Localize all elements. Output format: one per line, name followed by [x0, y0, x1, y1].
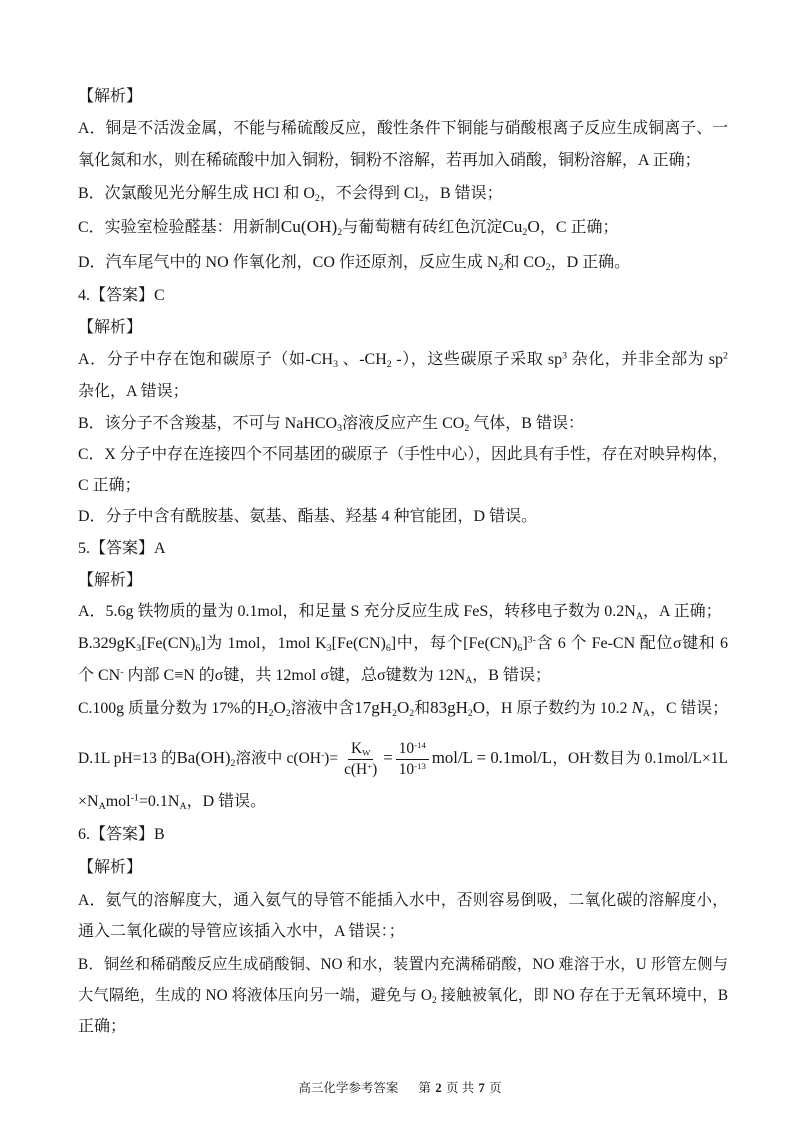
fraction-denominator — [396, 760, 429, 780]
formula-text: 17gH — [354, 698, 393, 717]
formula-text: O — [472, 698, 486, 717]
text-run: 数目为 0.1mol/L×1L — [593, 750, 728, 768]
superscript: 3- — [527, 634, 536, 646]
formula-text: O — [396, 698, 410, 717]
footer-page-prefix: 第 — [418, 1081, 431, 1095]
subscript: W — [362, 747, 371, 758]
answer-line — [78, 537, 728, 561]
fraction-denominator — [341, 760, 380, 780]
analysis-label — [78, 569, 728, 593]
explanation-line — [78, 953, 728, 977]
text-run: 氧化氮和水，则在稀硫酸中加入铜粉，铜粉不溶解，若再加入硝酸，铜粉溶解，A 正确； — [78, 152, 701, 169]
subscript: 2 — [498, 261, 504, 273]
formula-text: O — [527, 217, 540, 236]
footer-page-number: 2 — [435, 1081, 442, 1095]
text-run: 个 CN — [78, 667, 121, 684]
explanation-line — [78, 600, 728, 624]
text-run: 正确； — [78, 1018, 127, 1035]
subscript: 3 — [337, 422, 343, 434]
text-run: B.329gK — [78, 635, 137, 652]
formula-text: Ba(OH) — [176, 748, 231, 768]
text-run: ]中，每个[Fe(CN) — [390, 635, 518, 652]
text-run: 溶液中含 — [290, 700, 355, 717]
answer-line — [78, 823, 728, 847]
formula-text: Cu — [502, 217, 523, 236]
fraction — [341, 739, 380, 780]
subscript: A — [635, 610, 643, 622]
explanation-line — [78, 182, 728, 206]
text-run: D.1L pH=13 的 — [78, 750, 177, 768]
subscript: 2 — [522, 226, 528, 238]
answer-label: 【答案】 — [90, 287, 155, 304]
answer-value: A — [154, 540, 166, 557]
text-run: B．次氯酸见光分解生成 HCl 和 O — [78, 185, 315, 202]
explanation-line — [78, 920, 728, 944]
subscript: 2 — [467, 707, 473, 719]
subscript: 3 — [326, 642, 332, 654]
subscript: 2 — [409, 707, 415, 719]
explanation-line — [78, 117, 728, 141]
text-run: 、-CH — [338, 351, 387, 368]
text-run: ，OH — [552, 750, 591, 768]
analysis-label — [78, 316, 728, 340]
text-run: ，H 原子数约为 10.2 — [485, 700, 632, 717]
text-run: ×N — [78, 793, 99, 810]
text-run: A．氨气的溶解度大，通入氨气的导管不能插入水中，否则容易倒吸，二氧化碳的溶解度小， — [78, 892, 728, 909]
page-footer — [0, 1079, 800, 1097]
superscript: 2 — [723, 350, 728, 362]
analysis-label — [78, 85, 728, 109]
answer-label: 【答案】 — [90, 540, 155, 557]
subscript: 3 — [136, 642, 142, 654]
superscript: - — [590, 749, 594, 761]
text-run: C．实验室检验醛基：用新制 — [78, 219, 281, 236]
analysis-label-text: 【解析】 — [78, 859, 143, 876]
text-run: 含 6 个 Fe-CN 配位σ键和 6 — [535, 635, 728, 652]
explanation-line — [78, 251, 728, 275]
text-run: C 正确； — [78, 477, 141, 494]
text-run: A．铜是不活泼金属，不能与稀硫酸反应，酸性条件下铜能与硝酸根离子反应生成铜离子、一 — [78, 120, 728, 137]
text-run: 通入二氧化碳的导管应该插入水中，A 错误：； — [78, 923, 405, 940]
explanation-line — [78, 149, 728, 173]
explanation-line — [78, 215, 728, 240]
text-run: ，B 错误； — [472, 667, 551, 684]
formula-text: 10 — [398, 761, 415, 779]
answer-label: 【答案】 — [90, 826, 155, 843]
explanation-line — [78, 790, 728, 814]
footer-total-pages: 7 — [478, 1081, 485, 1095]
formula-text: 10 — [398, 740, 415, 757]
subscript: 2 — [392, 707, 397, 719]
italic-symbol: N — [631, 698, 643, 717]
explanation-line — [78, 380, 728, 404]
formula-text: 83gH — [430, 698, 468, 717]
formula-text: H — [256, 698, 269, 717]
formula-text: O — [273, 698, 286, 717]
text-run: B．该分子不含羧基，不可与 NaHCO — [78, 415, 338, 432]
text-run: ]为 1mol，1mol K — [200, 635, 327, 652]
superscript: -14 — [414, 740, 426, 751]
explanation-line — [78, 1015, 728, 1039]
explanation-line — [78, 474, 728, 498]
superscript: -13 — [414, 761, 426, 772]
fraction-numerator — [396, 739, 429, 760]
footer-page-suffix: 页 — [489, 1081, 502, 1095]
text-run: )= — [324, 750, 339, 768]
subscript: 2 — [431, 995, 437, 1006]
text-run: mol — [105, 793, 131, 810]
subscript: 2 — [285, 707, 291, 719]
text-run: ] — [522, 635, 528, 652]
superscript: -1 — [130, 792, 139, 804]
subscript: A — [465, 674, 473, 686]
footer-title: 高三化学参考答案 — [298, 1081, 399, 1095]
footer-of-label: 页 共 — [445, 1081, 475, 1095]
superscript: 3 — [562, 350, 568, 362]
text-run: 和 CO — [503, 254, 546, 271]
formula-text: = — [383, 748, 393, 768]
explanation-line — [78, 984, 728, 1008]
text-run: C．X 分子中存在连接四个不同基团的碳原子（手性中心），因此具有手性，存在对映异构体， — [78, 446, 728, 463]
text-run: ，D 正确。 — [550, 254, 631, 271]
text-run: 杂化，并非全部为 sp — [567, 351, 724, 368]
text-run: ，D 错误。 — [186, 793, 267, 810]
text-run: [Fe(CN) — [141, 635, 196, 652]
text-run: 与葡萄糖有砖红色沉淀 — [342, 219, 503, 236]
text-run: C.100g 质量分数为 17%的 — [78, 700, 257, 717]
text-run: ，不会得到 Cl — [319, 185, 419, 202]
formula-text: mol/L = 0.1mol/L — [431, 748, 553, 768]
explanation-line — [78, 505, 728, 529]
explanation-line — [78, 632, 728, 656]
analysis-label-text: 【解析】 — [78, 572, 143, 589]
text-run: 气体，B 错误： — [469, 415, 584, 432]
subscript: A — [98, 800, 106, 812]
subscript: 3 — [333, 358, 339, 370]
text-run: 溶液反应产生 CO — [342, 415, 465, 432]
text-run: =0.1N — [138, 793, 180, 810]
explanation-line — [78, 664, 728, 688]
answer-value: B — [154, 826, 165, 843]
subscript: 2 — [545, 261, 551, 273]
superscript: + — [367, 761, 373, 772]
subscript: 6 — [385, 642, 391, 654]
text-run: ，C 错误； — [649, 700, 729, 717]
analysis-label — [78, 856, 728, 880]
question-number: 4. — [78, 287, 90, 304]
subscript: 2 — [268, 707, 274, 719]
subscript: 2 — [337, 226, 343, 238]
subscript: 2 — [464, 422, 470, 434]
answer-value: C — [154, 287, 165, 304]
explanation-line — [78, 739, 728, 780]
subscript: 2 — [314, 192, 320, 204]
fraction-numerator — [348, 739, 373, 760]
text-run: 内部 C≡N 的σ键，共 12mol σ键，总σ键数为 12N — [123, 667, 466, 684]
subscript: 2 — [230, 757, 236, 769]
text-run: A．5.6g 铁物质的量为 0.1mol，和足量 S 充分反应生成 FeS，转移电子数为 0.2N — [78, 603, 636, 620]
formula-text: c(H — [344, 761, 368, 779]
explanation-line — [78, 348, 728, 372]
fraction — [396, 739, 429, 780]
subscript: 2 — [418, 192, 424, 204]
text-run: B．铜丝和稀硝酸反应生成硝酸铜、NO 和水，装置内充满稀硝酸，NO 难溶于水，U 形管左侧与 — [78, 956, 728, 973]
explanation-line — [78, 696, 728, 721]
question-number: 6. — [78, 826, 90, 843]
formula-text: K — [350, 740, 363, 757]
text-run: 大气隔绝，生成的 NO 将液体压向另一端，避免与 O — [78, 987, 432, 1004]
explanation-line — [78, 443, 728, 467]
answer-line — [78, 284, 728, 308]
formula-text: Cu(OH) — [280, 217, 338, 236]
text-run: [Fe(CN) — [331, 635, 386, 652]
text-run: ，C 正确； — [539, 219, 619, 236]
text-run: ，B 错误； — [423, 185, 503, 202]
subscript: A — [642, 707, 650, 719]
text-run: D．分子中含有酰胺基、氨基、酯基、羟基 4 种官能团，D 错误。 — [78, 508, 538, 525]
analysis-label-text: 【解析】 — [78, 88, 143, 105]
text-run: ，A 正确； — [642, 603, 722, 620]
text-run: -），这些碳原子采取 sp — [391, 351, 563, 368]
text-run: A．分子中存在饱和碳原子（如-CH — [78, 351, 334, 368]
explanation-line — [78, 889, 728, 913]
text-run: D．汽车尾气中的 NO 作氧化剂，CO 作还原剂，反应生成 N — [78, 254, 499, 271]
analysis-label-text: 【解析】 — [78, 319, 143, 336]
superscript: - — [120, 666, 124, 678]
subscript: A — [179, 800, 187, 812]
subscript: 2 — [386, 358, 392, 370]
text-run: 溶液中 c(OH — [235, 750, 321, 768]
subscript: 6 — [195, 642, 201, 654]
explanation-line — [78, 412, 728, 436]
text-run: 杂化，A 错误； — [78, 383, 189, 400]
text-run: 接触被氧化，即 NO 存在于无氧环境中，B — [436, 987, 728, 1004]
formula-text: ) — [372, 761, 378, 779]
text-run: 和 — [414, 700, 431, 717]
subscript: 6 — [517, 642, 523, 654]
superscript: - — [320, 749, 325, 761]
question-number: 5. — [78, 540, 90, 557]
